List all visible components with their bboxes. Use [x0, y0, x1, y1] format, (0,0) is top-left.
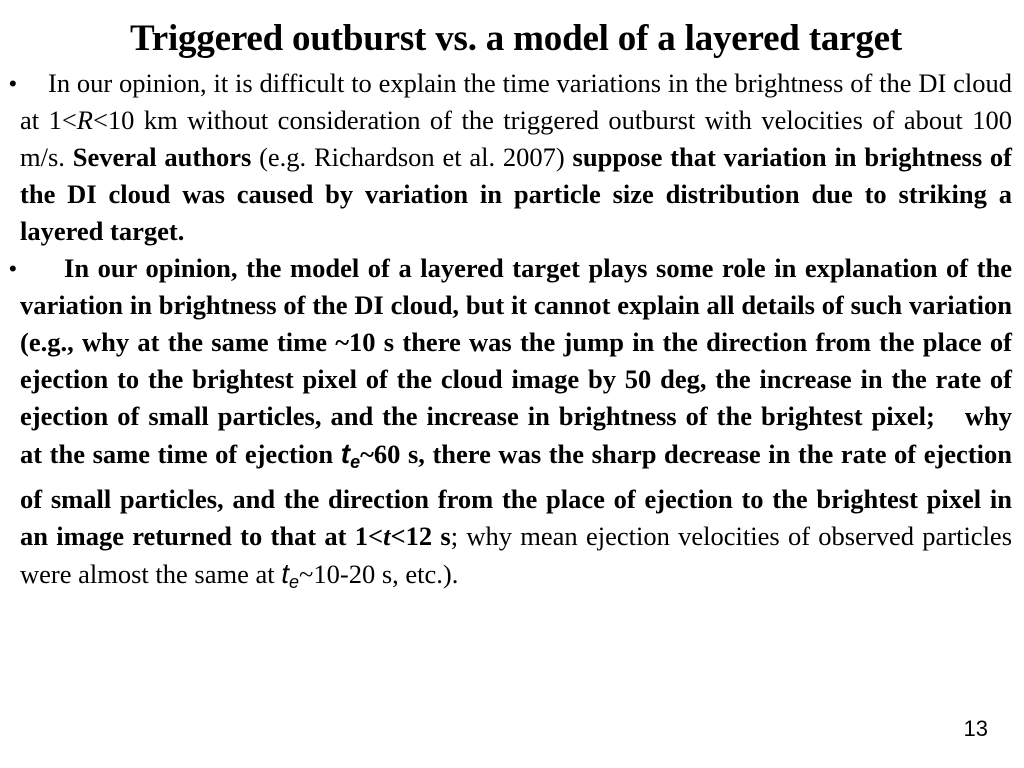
bullet-1-text-b: <10 km without consideration of the triggered outburst with velocities of about 100 m/s. — [20, 104, 1012, 172]
bullet-2-text-b: ~10-20 s, etc.). — [299, 558, 459, 589]
bullet-2-var-te: $t_e$ — [340, 437, 361, 472]
bullet-item-2 — [9, 250, 1013, 601]
bullet-1-text-c: (e.g. Richardson et al. 2007) — [251, 141, 573, 172]
bullet-dot-icon: • — [9, 255, 17, 281]
bullet-2-bold-d: <12 s — [390, 520, 451, 551]
bullet-2-bold-c: ~60 s, there was the sharp decrease in the rate of ejection of small particles, and the direction from the place of ejection to the brightest pixel in an image returned to that at 1< — [20, 438, 1012, 551]
bullet-2-bold-b: why at the same time of ejection — [20, 400, 1012, 469]
bullet-1-bold-b: suppose that variation in brightness of the DI cloud was caused by variation in particle size distribution due to striking a layered target. — [20, 141, 1013, 246]
page-number: 13 — [963, 716, 988, 741]
slide-title: Triggered outburst vs. a model of a layered target — [129, 18, 903, 59]
bullet-2-var-te-2: $t_e$ — [281, 557, 300, 592]
bullet-1-bold-a: Several authors — [72, 141, 252, 172]
bullet-1-text-a: In our opinion, it is difficult to explain the time variations in the brightness of the DI cloud at 1< — [20, 67, 1012, 135]
bullet-2-var-t: t — [383, 520, 391, 551]
bullet-2-bold-a: In our opinion, the model of a layered target plays some role in explanation of the variation in brightness of the DI cloud, but it cannot explain all details of such variation (e.g., why at the same time ~10 s there was the jump in the direction from the place of ejection to the brightest pixel of the cloud image by 50 deg, the increase in the rate of ejection of small particles, and the increase in brightness of the brightest pixel; — [20, 252, 1012, 431]
bullet-list — [9, 65, 1013, 601]
bullet-dot-icon: • — [9, 70, 17, 96]
bullet-1-var-r: R — [76, 104, 93, 135]
bullet-2-text-a: ; why mean ejection velocities of observed particles were almost the same at — [20, 520, 1013, 589]
bullet-item-1 — [9, 65, 1013, 250]
